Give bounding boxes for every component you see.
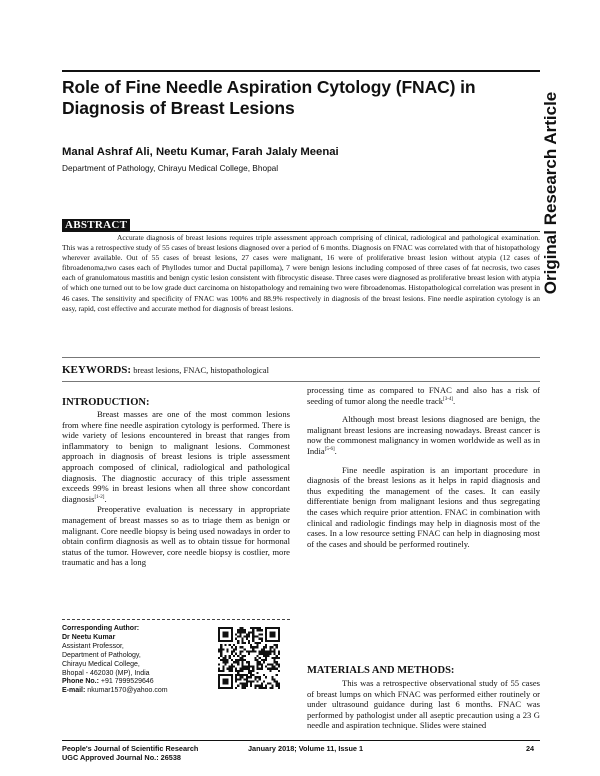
intro-paragraph-1 (62, 409, 290, 504)
citation-ref: [1-2] (94, 494, 105, 500)
journal-name: People's Journal of Scientific Research (62, 744, 199, 753)
email-value[interactable]: nkumar1570@yahoo.com (87, 687, 168, 695)
keywords-label: KEYWORDS: (62, 364, 132, 376)
introduction-heading: INTRODUCTION: (62, 397, 150, 408)
right-column (307, 385, 540, 549)
corr-name: Dr Neetu Kumar (62, 633, 116, 641)
citation-ref: [5-6] (324, 447, 335, 453)
phone-value: +91 7999529646 (100, 678, 154, 686)
corr-phone (62, 678, 168, 687)
keywords-text: breast lesions, FNAC, histopathological (133, 365, 269, 375)
abstract-rule (62, 231, 540, 232)
methods-heading: MATERIALS AND METHODS: (307, 665, 455, 676)
intro-p4-text: Although most breast lesions diagnosed are benign, the malignant breast lesions are increasing nowadays. Breast cancer is now the commonest malignancy in women worldwide as well as in India (307, 414, 540, 456)
corresponding-author-box (62, 625, 168, 696)
footer-rule (62, 740, 540, 741)
intro-paragraph-5: Fine needle aspiration is an important procedure in diagnosis of the breast lesions as it helps in rapid diagnosis and thus expediting the management of the cases. It can easily differentiate benign from malignant lesions and thus segregating the cases which require prior attention. FNAC in combination with clinical and radiologic findings may help in diagnosis most of the cases. In a low resource setting FNAC can help in diagnosing most of the cases and should be performed routinely. (307, 464, 540, 549)
abstract-text: Accurate diagnosis of breast lesions requires triple assessment approach comprising of clinical, radiological and pathological examination. This was a retrospective study of 55 cases of breast lesions diagnosed over a period of 6 months. Diagnosis on FNAC was correlated with that of histopathology wherever available. Out of 55 cases of breast lesions, 27 cases were malignant, 16 were of proliferative breast lesion without atypia (12 cases of fibroadenoma,two cases each of Phyllodes tumor and Ductal papilloma), 7 were benign lesions including composed of three cases of fat necrosis, two cases each of granulomatous mastitis and benign cystic lesion consistent with fibrocystic disease. Three cases were diagnosed as proliferative breast lesion with atypia of which one turned out to be low grade duct carcinoma on histopathology and remaining two were fibroadenomas. Histopathological correlation was present in 46 cases. The sensitivity and specificity of FNAC was 100% and 88.9% respectively in diagnosis of the breast lesions. Fine needle aspiration cytology is an easy, rapid, cost effective and accurate method for diagnosis of breast lesions. (62, 233, 540, 313)
qr-code-icon[interactable] (218, 627, 280, 689)
keywords-rule-top (62, 357, 540, 358)
intro-p3-end: . (453, 395, 456, 406)
page-number: 24 (526, 744, 535, 753)
keywords-rule-bottom (62, 381, 540, 382)
author-list: Manal Ashraf Ali, Neetu Kumar, Farah Jalaly Meenai (62, 146, 339, 158)
corr-line-4: Bhopal - 462030 (MP), India (62, 669, 150, 677)
methods-column (307, 678, 540, 731)
corr-email (62, 687, 168, 696)
keywords (62, 364, 269, 376)
intro-paragraph-3 (307, 385, 540, 406)
top-rule (62, 70, 540, 72)
article-type-text: Original Research Article (541, 91, 560, 295)
article-type-label (537, 68, 565, 318)
phone-label: Phone No.: (62, 678, 99, 686)
left-column (62, 409, 290, 568)
corr-line-2: Department of Pathology, (62, 651, 141, 659)
article-title: Role of Fine Needle Aspiration Cytology (FNAC) in Diagnosis of Breast Lesions (62, 77, 476, 118)
intro-p1-text: Breast masses are one of the most common lesions from where fine needle aspiration cytology is performed. There is wide variety of lesions encountered in breast that ranges from inflammatory to benign to malignant lesions. Commonest approach in diagnosis of breast lesions is triple assessment approach composed of clinical, radiological and pathological diagnosis. The diagnostic accuracy of this triple assessment exceeds 99% in breast lesions when all three show concordant diagnosis (62, 409, 290, 504)
corr-line-1: Assistant Professor, (62, 642, 124, 650)
intro-paragraph-4 (307, 414, 540, 456)
methods-paragraph-1: This was a retrospective observational study of 55 cases of breast lumps on which FNAC was performed either routinely or under ultrasound guidance during last 6 months. FNAC was performed by pathologist under all aseptic precaution using a 23 G needle and aspiration technique. Slides were stained (307, 678, 540, 731)
citation-ref: [3-4] (443, 396, 454, 402)
intro-p1-end: . (104, 493, 107, 504)
intro-paragraph-2: Preoperative evaluation is necessary in appropriate management of breast masses so as to triage them as benign or malignant. Core needle biopsy is being used nowadays in order to obtain confirm diagnosis as well as to obtain tissue for hormonal status of the tumor. However, core needle biopsy is costlier, more traumatic and has a long (62, 504, 290, 568)
issue-info: January 2018; Volume 11, Issue 1 (248, 744, 364, 753)
email-label: E-mail: (62, 687, 86, 695)
corr-heading: Corresponding Author: (62, 625, 140, 632)
intro-p3-text: processing time as compared to FNAC and also has a risk of seeding of tumor along the needle track (307, 385, 540, 406)
journal-info (62, 744, 198, 762)
correspondence-rule (62, 619, 290, 620)
ugc-number: UGC Approved Journal No.: 26538 (62, 753, 181, 762)
corr-line-3: Chirayu Medical College, (62, 660, 140, 668)
intro-p4-end: . (334, 445, 337, 456)
abstract-heading: ABSTRACT (62, 219, 130, 232)
affiliation: Department of Pathology, Chirayu Medical College, Bhopal (62, 163, 279, 173)
